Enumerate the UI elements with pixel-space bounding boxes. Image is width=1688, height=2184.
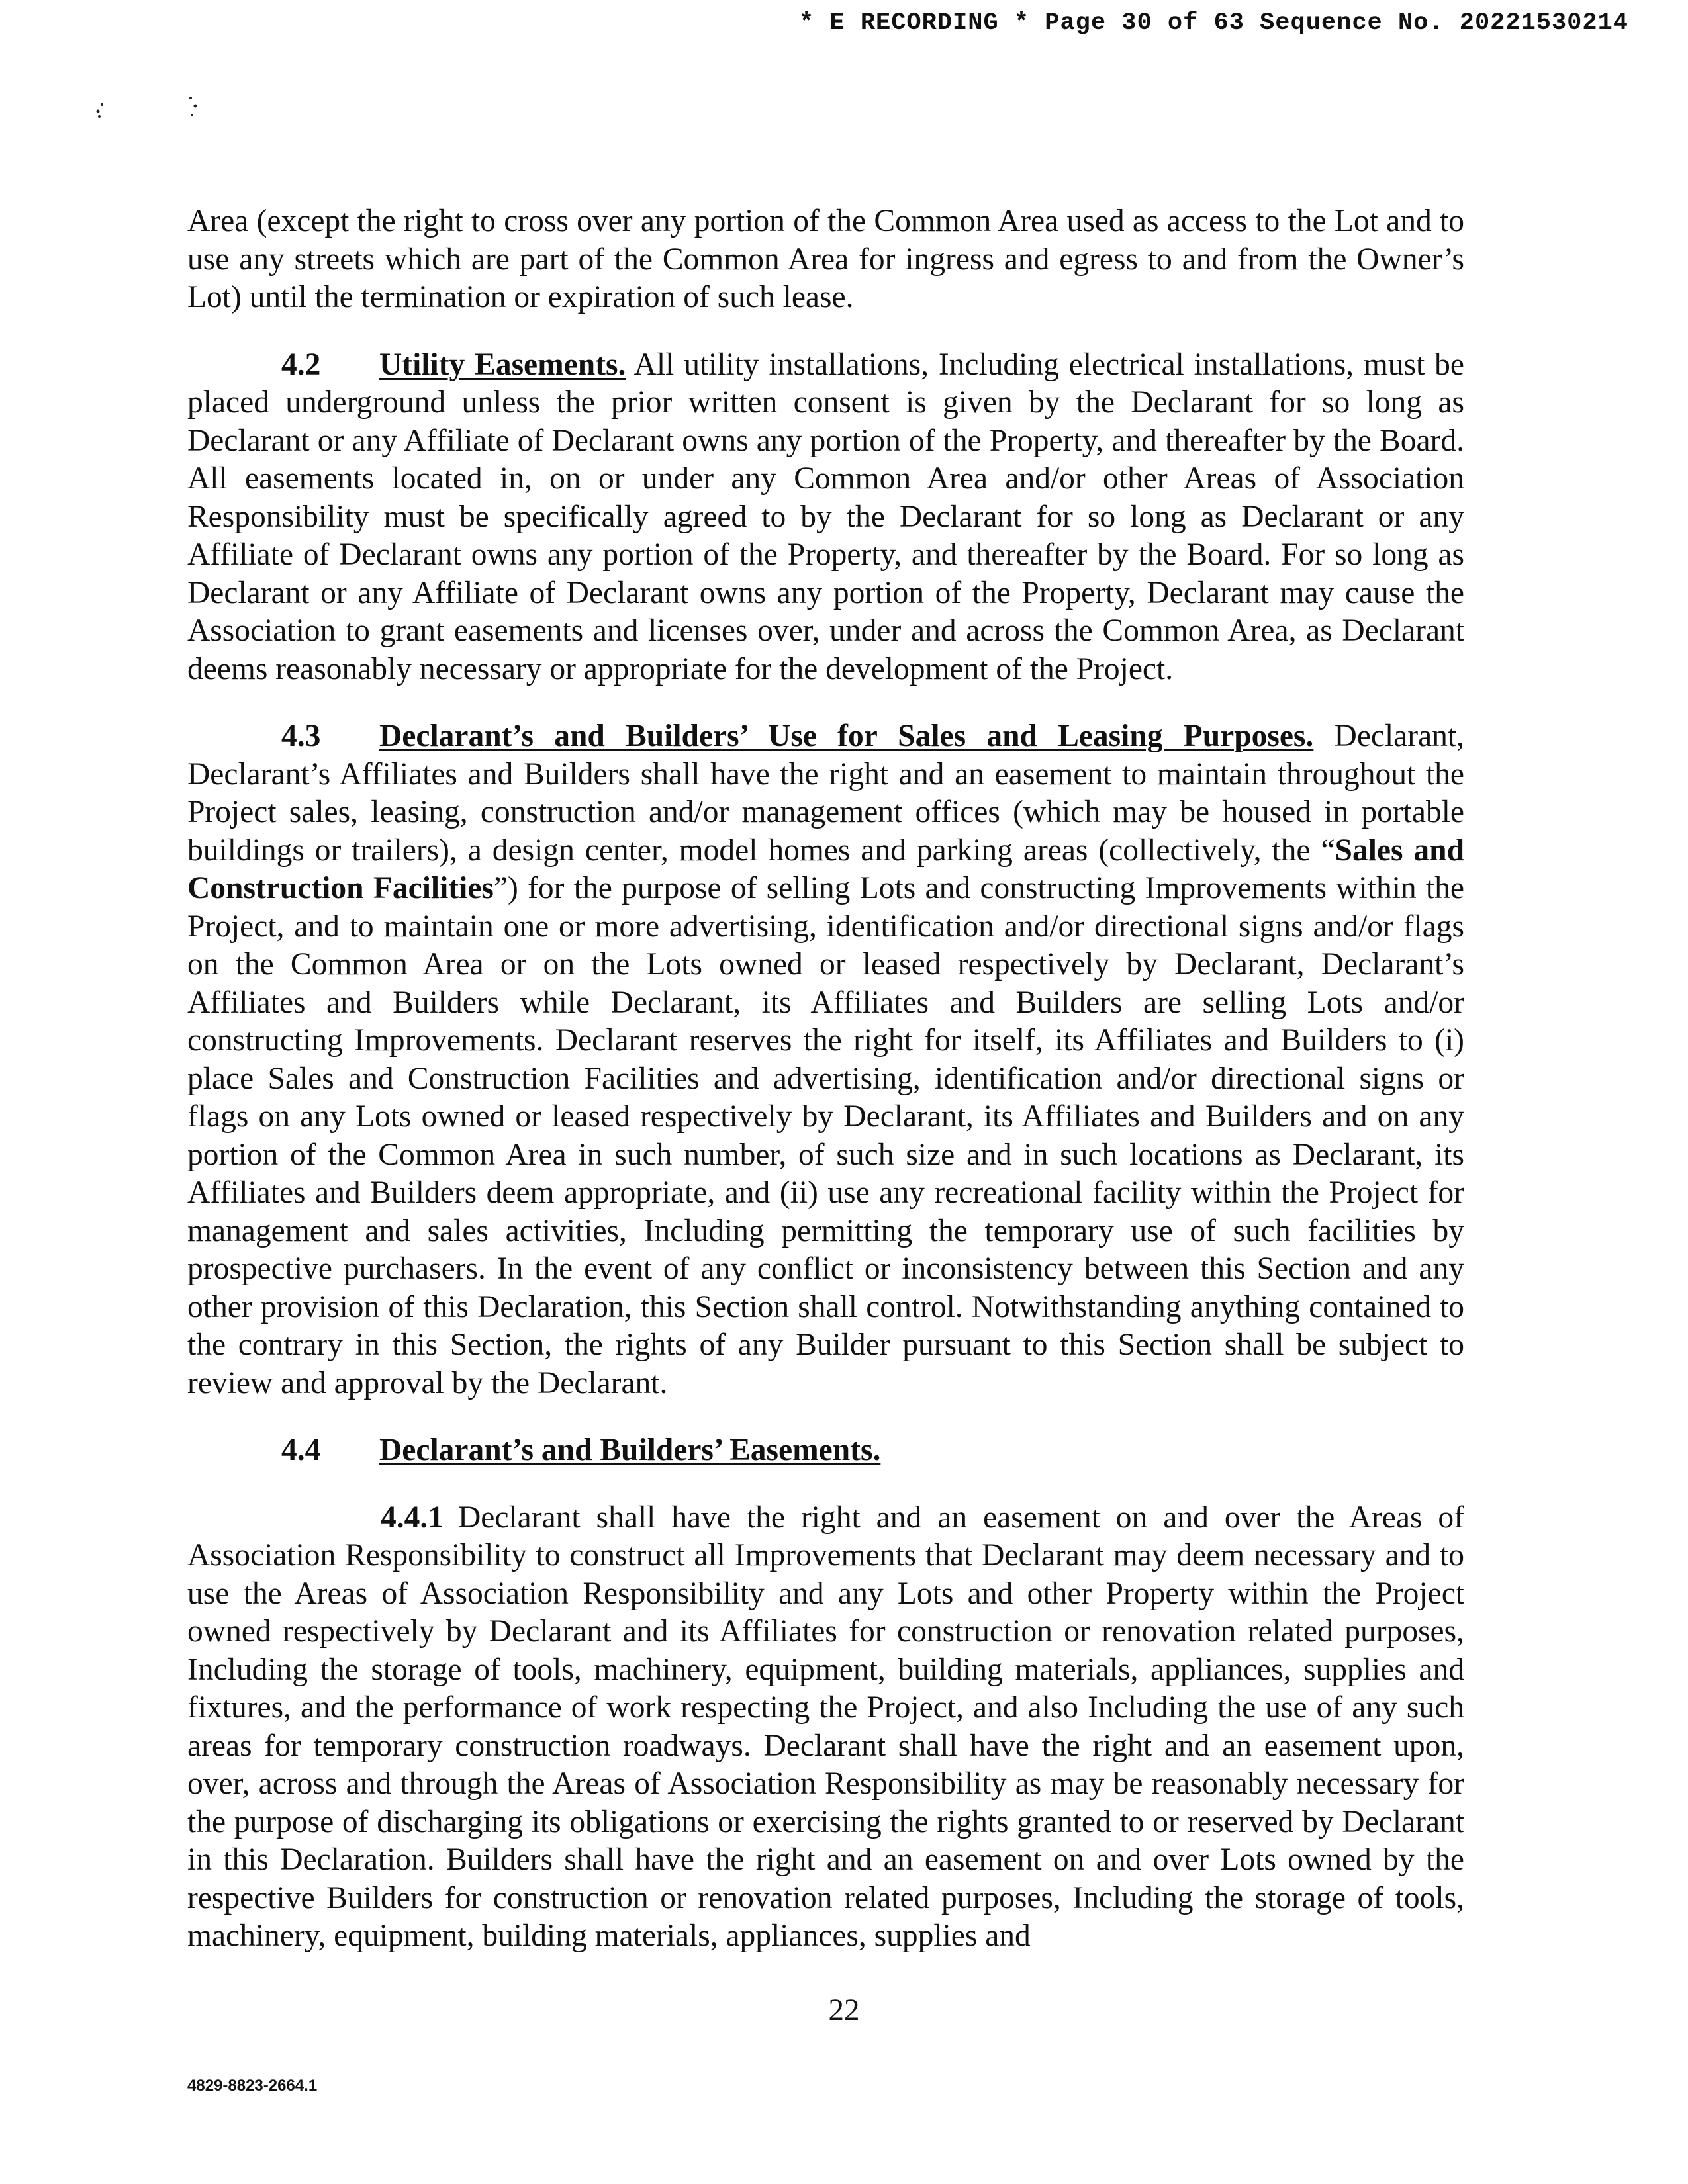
subsection-body: Declarant shall have the right and an easement on and over the Areas of Association Responsibility to construct all Improvements that Declarant may deem necessary and to use the Areas of Association Responsibility and any Lots and other Property within the Project owned respectively by Declarant and its Affiliates for construction or renovation related purposes, Including the storage of tools, machinery, equipment, building materials, appliances, supplies and fixtures, and the performance of work respecting the Project, and also Including the use of any such areas for temporary construction roadways. Declarant shall have the right and an easement upon, over, across and through the Areas of Association Responsibility as may be reasonably necessary for the purpose of discharging its obligations or exercising the rights granted to or reserved by Declarant in this Declaration. Builders shall have the right and an easement on and over Lots owned by the respective Builders for construction or renovation related purposes, Including the storage of tools, machinery, equipment, building materials, appliances, supplies and <box>187 1500 1464 1953</box>
document-id: 4829-8823-2664.1 <box>187 2077 318 2095</box>
document-body <box>187 203 1464 1985</box>
section-body: Declarant, Declarant’s Affiliates and Builders shall have the right and an easement to maintain throughout the Project sales, leasing, construction and/or management offices (which may be housed in portable buildings or trailers), a design center, model homes and parking areas (collectively, the “ <box>187 719 1464 868</box>
section-4-4 <box>187 1432 1464 1470</box>
page-number: 22 <box>828 1993 860 2027</box>
section-4-3 <box>187 717 1464 1402</box>
section-number: 4.4 <box>281 1433 321 1467</box>
recording-stamp: * E RECORDING * Page 30 of 63 Sequence No. 20221530214 <box>799 9 1628 37</box>
section-heading: Utility Easements. <box>379 347 626 382</box>
defined-term: Sales and Construction Facilities <box>187 833 1464 905</box>
section-4-4-1 <box>187 1499 1464 1956</box>
section-4-2 <box>187 346 1464 689</box>
subsection-number: 4.4.1 <box>381 1500 444 1535</box>
section-heading: Declarant’s and Builders’ Easements. <box>379 1433 881 1467</box>
scan-specks <box>93 93 225 132</box>
section-body-continued: ”) for the purpose of selling Lots and constructing Improvements within the Project, and to maintain one or more advertising, identification and/or directional signs and/or flags on the Common Area or on the Lots owned or leased respectively by Declarant, Declarant’s Affiliates and Builders while Declarant, its Affiliates and Builders are selling Lots and/or constructing Improvements. Declarant reserves the right for itself, its Affiliates and Builders to (i) place Sales and Construction Facilities and advertising, identification and/or directional signs or flags on any Lots owned or leased respectively by Declarant, its Affiliates and Builders and on any portion of the Common Area in such number, of such size and in such locations as Declarant, its Affiliates and Builders deem appropriate, and (ii) use any recreational facility within the Project for management and sales activities, Including permitting the temporary use of such facilities by prospective purchasers. In the event of any conflict or inconsistency between this Section and any other provision of this Declaration, this Section shall control. Notwithstanding anything contained to the contrary in this Section, the rights of any Builder pursuant to this Section shall be subject to review and approval by the Declarant. <box>187 871 1464 1400</box>
section-body: All utility installations, Including electrical installations, must be placed underground unless the prior written consent is given by the Declarant for so long as Declarant or any Affiliate of Declarant owns any portion of the Property, and thereafter by the Board. All easements located in, on or under any Common Area and/or other Areas of Association Responsibility must be specifically agreed to by the Declarant for so long as Declarant or any Affiliate of Declarant owns any portion of the Property, and thereafter by the Board. For so long as Declarant or any Affiliate of Declarant owns any portion of the Property, Declarant may cause the Association to grant easements and licenses over, under and across the Common Area, as Declarant deems reasonably necessary or appropriate for the development of the Project. <box>187 347 1464 686</box>
section-number: 4.3 <box>281 719 321 753</box>
intro-paragraph: Area (except the right to cross over any portion of the Common Area used as access to the Lot and to use any streets which are part of the Common Area for ingress and egress to and from the Owner’s Lot) until the termination or expiration of such lease. <box>187 204 1464 314</box>
section-number: 4.2 <box>281 347 321 382</box>
section-heading: Declarant’s and Builders’ Use for Sales and Leasing Purposes. <box>379 719 1314 753</box>
